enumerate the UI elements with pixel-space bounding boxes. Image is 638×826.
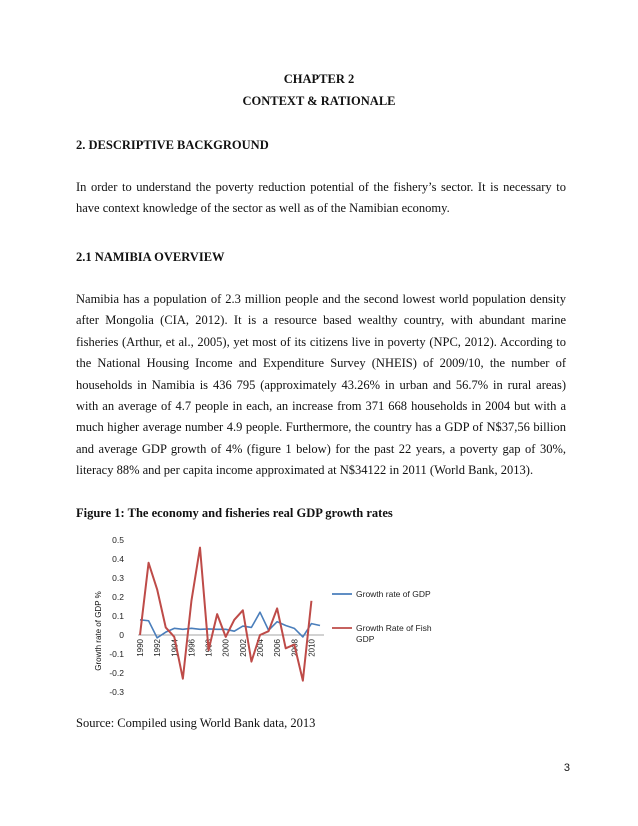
- namibia-overview-text: Namibia has a population of 2.3 million people and the second lowest world population density after Mongolia (CIA, 2012). It is a resource based wealthy country, with abundant marine fisheries (Arthur, et al., 2005), yet most of its citizens live in poverty (NPC, 2012). According to the National Housing Income and Expenditure Survey (NHEIS) of 2009/10, the number of households in Namibia is 436 795 (approximately 43.26% in urban and 56.7% in rural areas) with an average of 4.7 people in each, an increase from 371 668 households in 2004 but with a much higher average number 4.9 people. Furthermore, the country has a GDP of N$37,56 billion and average GDP growth of 4% (figure 1 below) for the past 22 years, a poverty gap of 30%, literacy 88% and per capita income approximated at N$34122 in 2011 (World Bank, 2013).: [76, 292, 566, 478]
- y-axis-label: Growth rate of GDP %: [94, 591, 103, 671]
- chart-series: [140, 548, 320, 681]
- figure-caption: Figure 1: The economy and fisheries real GDP growth rates: [76, 506, 393, 520]
- legend-label: Growth Rate of Fish GDP: [356, 623, 432, 644]
- legend-label: Growth rate of GDP: [356, 589, 431, 599]
- y-tick-label: 0.4: [112, 554, 124, 564]
- page-number: 3: [563, 762, 570, 774]
- y-tick-label: -0.1: [109, 649, 124, 659]
- x-tick-label: 2002: [238, 639, 248, 657]
- x-tick-label: 2006: [273, 639, 283, 657]
- series-line-2: [140, 548, 311, 681]
- chart-legend: [332, 589, 432, 644]
- x-tick-label: 2000: [221, 639, 231, 657]
- y-tick-label: 0: [119, 630, 124, 640]
- y-tick-label: 0.2: [112, 592, 124, 602]
- figure-source: Source: Compiled using World Bank data, 2013: [76, 716, 316, 730]
- descriptive-background-paragraph: [76, 177, 566, 220]
- x-tick-label: 2004: [256, 639, 265, 657]
- y-axis-label-group: [94, 591, 103, 670]
- x-tick-label: 1994: [170, 639, 180, 657]
- x-tick-label: 1990: [136, 639, 145, 657]
- y-tick-label: -0.3: [109, 687, 124, 697]
- section-heading-descriptive-background: 2. DESCRIPTIVE BACKGROUND: [76, 138, 269, 152]
- y-tick-label: -0.2: [109, 668, 124, 678]
- descriptive-background-text: In order to understand the poverty reduction potential of the fishery’s sector. It is necessary to have context knowledge of the sector as well as of the Namibian economy.: [76, 180, 566, 216]
- series-line-1: [140, 612, 320, 638]
- y-tick-label: 0.5: [112, 535, 124, 545]
- x-tick-label: 2010: [307, 639, 317, 657]
- y-tick-label: 0.1: [112, 611, 124, 621]
- chapter-title: CONTEXT & RATIONALE: [242, 94, 396, 108]
- y-tick-label: 0.3: [112, 573, 124, 583]
- x-tick-label: 1998: [204, 639, 214, 657]
- x-tick-label: 2008: [290, 639, 300, 657]
- x-tick-label: 1996: [187, 639, 197, 657]
- y-tick-labels: [109, 535, 124, 697]
- namibia-overview-paragraph: [76, 289, 566, 482]
- x-tick-label: 1992: [153, 639, 163, 657]
- section-heading-namibia-overview: 2.1 NAMIBIA OVERVIEW: [76, 250, 225, 264]
- chapter-label: CHAPTER 2: [283, 72, 355, 86]
- gdp-growth-chart: [80, 526, 480, 706]
